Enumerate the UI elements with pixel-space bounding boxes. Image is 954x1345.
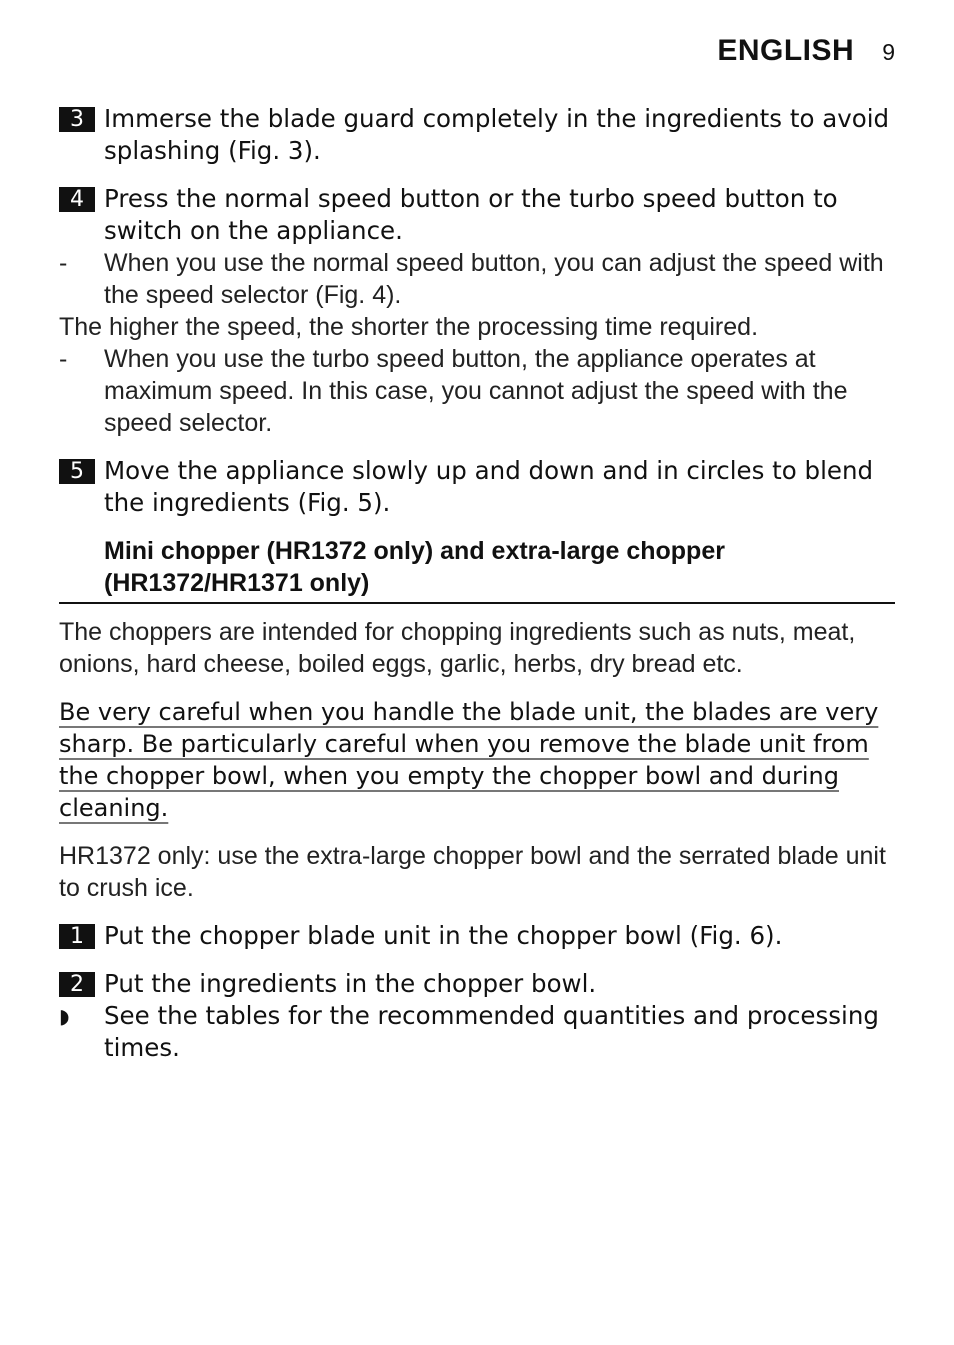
note-text: When you use the normal speed button, you can adjust the speed with the speed selector (Fig. 4).	[104, 249, 884, 309]
step-text: Immerse the blade guard completely in the ingredients to avoid splashing (Fig. 3).	[104, 104, 890, 165]
dash-marker: -	[59, 345, 68, 373]
step-number-badge: 2	[59, 972, 95, 997]
language-label: ENGLISH	[717, 34, 855, 67]
step-number-badge: 5	[59, 459, 95, 484]
section-title-text: Mini chopper (HR1372 only) and extra-large chopper (HR1372/HR1371 only)	[104, 537, 725, 597]
step-text: Move the appliance slowly up and down and in circles to blend the ingredients (Fig. 5).	[104, 456, 874, 517]
step-number-badge: 4	[59, 187, 95, 212]
safety-warning	[59, 696, 895, 824]
step-1	[59, 920, 895, 952]
step-text: Press the normal speed button or the turbo speed button to switch on the appliance.	[104, 184, 838, 245]
step-text: Put the ingredients in the chopper bowl.	[104, 969, 597, 998]
page-number: 9	[882, 39, 895, 65]
step-2	[59, 968, 895, 1000]
result-note	[59, 1000, 895, 1064]
speed-tip: The higher the speed, the shorter the processing time required.	[59, 313, 759, 341]
step-number-badge: 1	[59, 924, 95, 949]
page-header	[717, 34, 895, 68]
step-text: Put the chopper blade unit in the chopper bowl (Fig. 6).	[104, 921, 783, 950]
note-turbo-speed	[59, 343, 895, 439]
dash-marker: -	[59, 249, 68, 277]
note-normal-speed	[59, 247, 895, 311]
step-5	[59, 455, 895, 519]
result-note-text: See the tables for the recommended quantities and processing times.	[104, 1001, 879, 1062]
ice-crush-note: HR1372 only: use the extra-large chopper bowl and the serrated blade unit to crush ice.	[59, 842, 886, 902]
note-text: When you use the turbo speed button, the appliance operates at maximum speed. In this case, you cannot adjust the speed with the speed selector.	[104, 345, 848, 437]
result-arrow-icon: ◗	[59, 1004, 70, 1028]
section-title	[59, 535, 895, 604]
section-intro: The choppers are intended for chopping ingredients such as nuts, meat, onions, hard cheese, boiled eggs, garlic, herbs, dry bread etc.	[59, 618, 856, 678]
warning-text: Be very careful when you handle the blade unit, the blades are very sharp. Be particularly careful when you remove the blade unit from the chopper bowl, when you empty the chopper bowl and during cleaning.	[59, 698, 879, 822]
step-3	[59, 103, 895, 167]
step-number-badge: 3	[59, 107, 95, 132]
step-4	[59, 183, 895, 247]
